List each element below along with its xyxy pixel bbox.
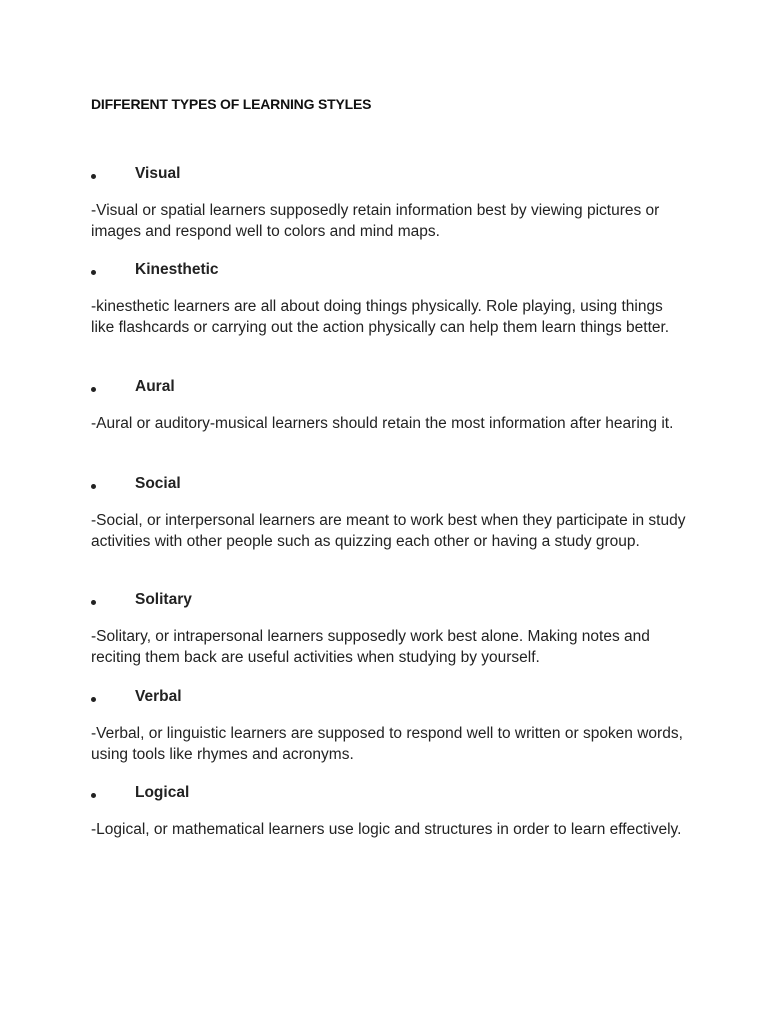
document-title: DIFFERENT TYPES OF LEARNING STYLES [91,96,372,112]
style-name: Visual [135,165,181,182]
bullet-icon [91,270,96,275]
style-description: -kinesthetic learners are all about doing things physically. Role playing, using things like flashcards or carrying out the action physically can help them learn things better. [91,298,670,336]
style-name: Aural [135,378,175,395]
style-heading-row [91,376,691,400]
bullet-icon [91,697,96,702]
bullet-icon [91,600,96,605]
list-item [91,259,691,376]
style-heading-row [91,163,691,187]
style-name: Social [135,475,181,492]
style-description: -Solitary, or intrapersonal learners supposedly work best alone. Making notes and reciting them back are useful activities when studying by yourself. [91,628,650,666]
list-item [91,473,691,589]
list-item [91,376,691,473]
bullet-icon [91,174,96,179]
style-name: Solitary [135,591,192,608]
list-item [91,782,691,878]
style-description: -Verbal, or linguistic learners are supposed to respond well to written or spoken words, using tools like rhymes and acronyms. [91,725,683,763]
list-item [91,163,691,259]
style-name: Kinesthetic [135,261,219,278]
list-item [91,589,691,686]
bullet-icon [91,387,96,392]
bullet-icon [91,484,96,489]
style-description: -Visual or spatial learners supposedly retain information best by viewing pictures or images and respond well to colors and mind maps. [91,202,660,240]
style-description: -Logical, or mathematical learners use logic and structures in order to learn effectively. [91,821,682,838]
style-name: Logical [135,784,190,801]
style-heading-row [91,686,691,710]
list-item [91,686,691,782]
bullet-icon [91,793,96,798]
style-description: -Social, or interpersonal learners are meant to work best when they participate in study activities with other people such as quizzing each other or having a study group. [91,512,686,550]
style-heading-row [91,259,691,283]
style-heading-row [91,473,691,497]
learning-styles-list [91,163,691,878]
style-heading-row [91,782,691,806]
style-heading-row [91,589,691,613]
style-name: Verbal [135,688,182,705]
style-description: -Aural or auditory-musical learners should retain the most information after hearing it. [91,415,674,432]
